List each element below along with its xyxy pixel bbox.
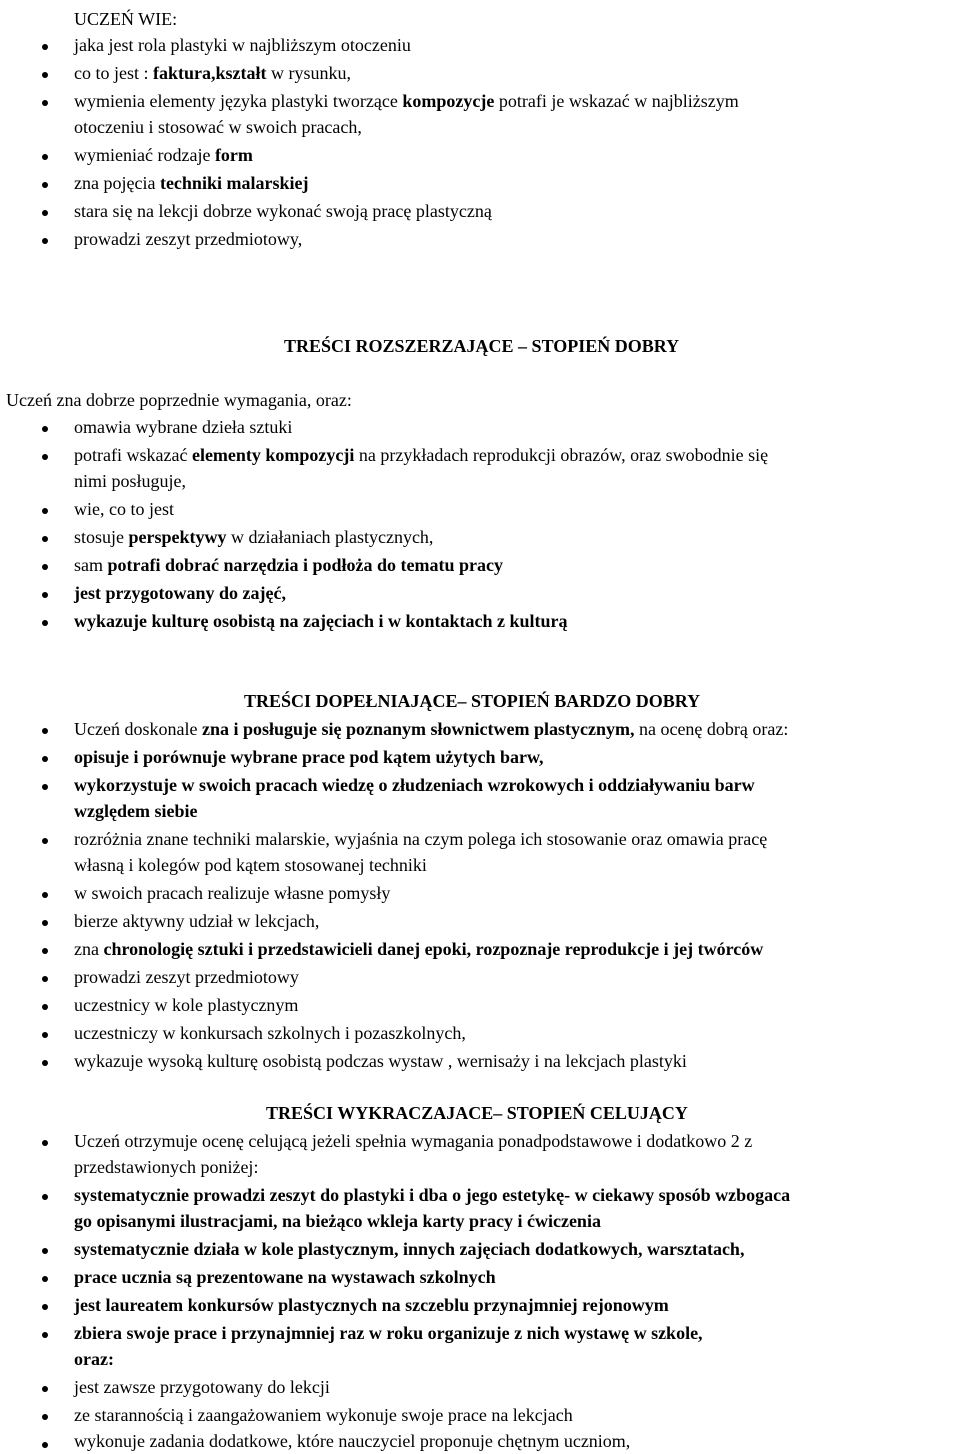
bold-text: jest przygotowany do zajęć,	[74, 583, 286, 603]
bullet-icon	[42, 1032, 48, 1038]
bullet-icon	[42, 976, 48, 982]
bullet-icon	[42, 1060, 48, 1066]
list-item: w swoich pracach realizuje własne pomysły	[74, 883, 391, 903]
bullet-icon	[42, 1442, 48, 1448]
bold-text: prace ucznia są prezentowane na wystawach szkolnych	[74, 1267, 496, 1287]
bold-text: oraz:	[74, 1349, 114, 1369]
list-item	[74, 774, 755, 796]
bold-text: form	[214, 145, 253, 165]
bullet-icon	[42, 1386, 48, 1392]
list-item	[74, 746, 544, 768]
section2-title: TREŚCI ROZSZERZAJĄCE – STOPIEŃ DOBRY	[284, 336, 680, 356]
list-item: wykonuje zadania dodatkowe, które nauczyciel proponuje chętnym uczniom,	[74, 1431, 631, 1451]
list-item-continuation	[74, 1348, 114, 1370]
bold-text: jest laureatem konkursów plastycznych na szczeblu przynajmniej rejonowym	[74, 1295, 669, 1315]
bold-text: elementy kompozycji	[191, 445, 355, 465]
list-item: jaka jest rola plastyki w najbliższym otoczeniu	[74, 35, 411, 55]
bullet-icon	[42, 728, 48, 734]
bold-text: systematycznie prowadzi zeszyt do plastyki i dba o jego estetykę- w ciekawy sposób wzbogaca	[74, 1185, 791, 1205]
list-item-continuation	[74, 800, 197, 822]
bullet-icon	[42, 210, 48, 216]
list-item-continuation	[74, 1210, 601, 1232]
bold-text: kompozycje	[402, 91, 495, 111]
bold-text: wykazuje kulturę osobistą na zajęciach i w kontaktach z kulturą	[74, 611, 568, 631]
bullet-icon	[42, 44, 48, 50]
list-item: sam potrafi dobrać narzędzia i podłoża do tematu pracy	[74, 555, 503, 575]
list-item: omawia wybrane dzieła sztuki	[74, 417, 293, 437]
bullet-icon	[42, 564, 48, 570]
list-item: co to jest : faktura,kształt w rysunku,	[74, 63, 351, 83]
bullet-icon	[42, 454, 48, 460]
bullet-icon	[42, 1004, 48, 1010]
bullet-icon	[42, 1304, 48, 1310]
bold-text: techniki malarskiej	[159, 173, 309, 193]
bullet-icon	[42, 756, 48, 762]
list-item	[74, 1322, 703, 1344]
list-item: uczestniczy w konkursach szkolnych i pozaszkolnych,	[74, 1023, 466, 1043]
bullet-icon	[42, 1140, 48, 1146]
list-item: ze starannością i zaangażowaniem wykonuje swoje prace na lekcjach	[74, 1405, 573, 1425]
bullet-icon	[42, 426, 48, 432]
bullet-icon	[42, 536, 48, 542]
bullet-icon	[42, 72, 48, 78]
bullet-icon	[42, 592, 48, 598]
section1-title: UCZEŃ WIE:	[74, 9, 178, 29]
list-item: zna pojęcia techniki malarskiej	[74, 173, 309, 193]
bullet-icon	[42, 1276, 48, 1282]
section2-intro: Uczeń zna dobrze poprzednie wymagania, oraz:	[6, 390, 352, 410]
list-item: stosuje perspektywy w działaniach plastycznych,	[74, 527, 434, 547]
list-item	[74, 1184, 790, 1206]
section4-title: TREŚCI WYKRACZAJACE– STOPIEŃ CELUJĄCY	[266, 1103, 688, 1123]
list-item	[74, 1294, 669, 1316]
bullet-icon	[42, 920, 48, 926]
bullet-icon	[42, 620, 48, 626]
bold-text: perspektywy	[128, 527, 227, 547]
bold-text: zna i posługuje się poznanym słownictwem plastycznym,	[201, 719, 635, 739]
list-item: stara się na lekcji dobrze wykonać swoją pracę plastyczną	[74, 201, 492, 221]
list-item: prowadzi zeszyt przedmiotowy,	[74, 229, 303, 249]
list-item: rozróżnia znane techniki malarskie, wyjaśnia na czym polega ich stosowanie oraz omawia pracę	[74, 829, 768, 849]
bullet-icon	[42, 154, 48, 160]
bullet-icon	[42, 508, 48, 514]
list-item: uczestnicy w kole plastycznym	[74, 995, 299, 1015]
bullet-icon	[42, 1414, 48, 1420]
bullet-icon	[42, 238, 48, 244]
bold-text: wykorzystuje w swoich pracach wiedzę o złudzeniach wzrokowych i oddziaływaniu barw	[74, 775, 755, 795]
list-item: zna chronologię sztuki i przedstawicieli danej epoki, rozpoznaje reprodukcje i jej twórców	[74, 939, 764, 959]
list-item: Uczeń otrzymuje ocenę celującą jeżeli spełnia wymagania ponadpodstawowe i dodatkowo 2 z	[74, 1131, 753, 1151]
bullet-icon	[42, 1194, 48, 1200]
list-item-continuation: otoczeniu i stosować w swoich pracach,	[74, 117, 362, 137]
list-item: wykazuje wysoką kulturę osobistą podczas wystaw , wernisaży i na lekcjach plastyki	[74, 1051, 687, 1071]
list-item: bierze aktywny udział w lekcjach,	[74, 911, 320, 931]
bullet-icon	[42, 838, 48, 844]
list-item: potrafi wskazać elementy kompozycji na przykładach reprodukcji obrazów, oraz swobodnie się	[74, 445, 769, 465]
bullet-icon	[42, 892, 48, 898]
list-item: prowadzi zeszyt przedmiotowy	[74, 967, 299, 987]
bullet-icon	[42, 100, 48, 106]
list-item-continuation: własną i kolegów pod kątem stosowanej techniki	[74, 855, 427, 875]
bold-text: systematycznie działa w kole plastycznym, innych zajęciach dodatkowych, warsztatach,	[74, 1239, 745, 1259]
list-item: jest zawsze przygotowany do lekcji	[74, 1377, 330, 1397]
bullet-icon	[42, 948, 48, 954]
bullet-icon	[42, 1248, 48, 1254]
bold-text: potrafi dobrać narzędzia i podłoża do tematu pracy	[107, 555, 503, 575]
list-item	[74, 582, 286, 604]
list-item-continuation: przedstawionych poniżej:	[74, 1157, 259, 1177]
list-item-continuation: nimi posługuje,	[74, 471, 186, 491]
bold-text: opisuje i porównuje wybrane prace pod kątem użytych barw,	[74, 747, 544, 767]
list-item: wymienia elementy języka plastyki tworzące kompozycje potrafi je wskazać w najbliższym	[74, 91, 739, 111]
bold-text: zbiera swoje prace i przynajmniej raz w roku organizuje z nich wystawę w szkole,	[74, 1323, 703, 1343]
bullet-icon	[42, 182, 48, 188]
bold-text: chronologię sztuki i przedstawicieli danej epoki, rozpoznaje reprodukcje i jej twórców	[103, 939, 764, 959]
bold-text: względem siebie	[74, 801, 198, 821]
list-item	[74, 1266, 496, 1288]
bold-text: faktura,kształt	[153, 63, 267, 83]
bold-text: go opisanymi ilustracjami, na bieżąco wkleja karty pracy i ćwiczenia	[74, 1211, 601, 1231]
list-item: Uczeń doskonale zna i posługuje się poznanym słownictwem plastycznym, na ocenę dobrą oraz:	[74, 719, 789, 739]
list-item: wymieniać rodzaje form	[74, 145, 253, 165]
list-item	[74, 1238, 744, 1260]
list-item	[74, 610, 568, 632]
bullet-icon	[42, 1332, 48, 1338]
section3-title: TREŚCI DOPEŁNIAJĄCE– STOPIEŃ BARDZO DOBRY	[244, 691, 701, 711]
list-item: wie, co to jest	[74, 499, 174, 519]
bullet-icon	[42, 784, 48, 790]
